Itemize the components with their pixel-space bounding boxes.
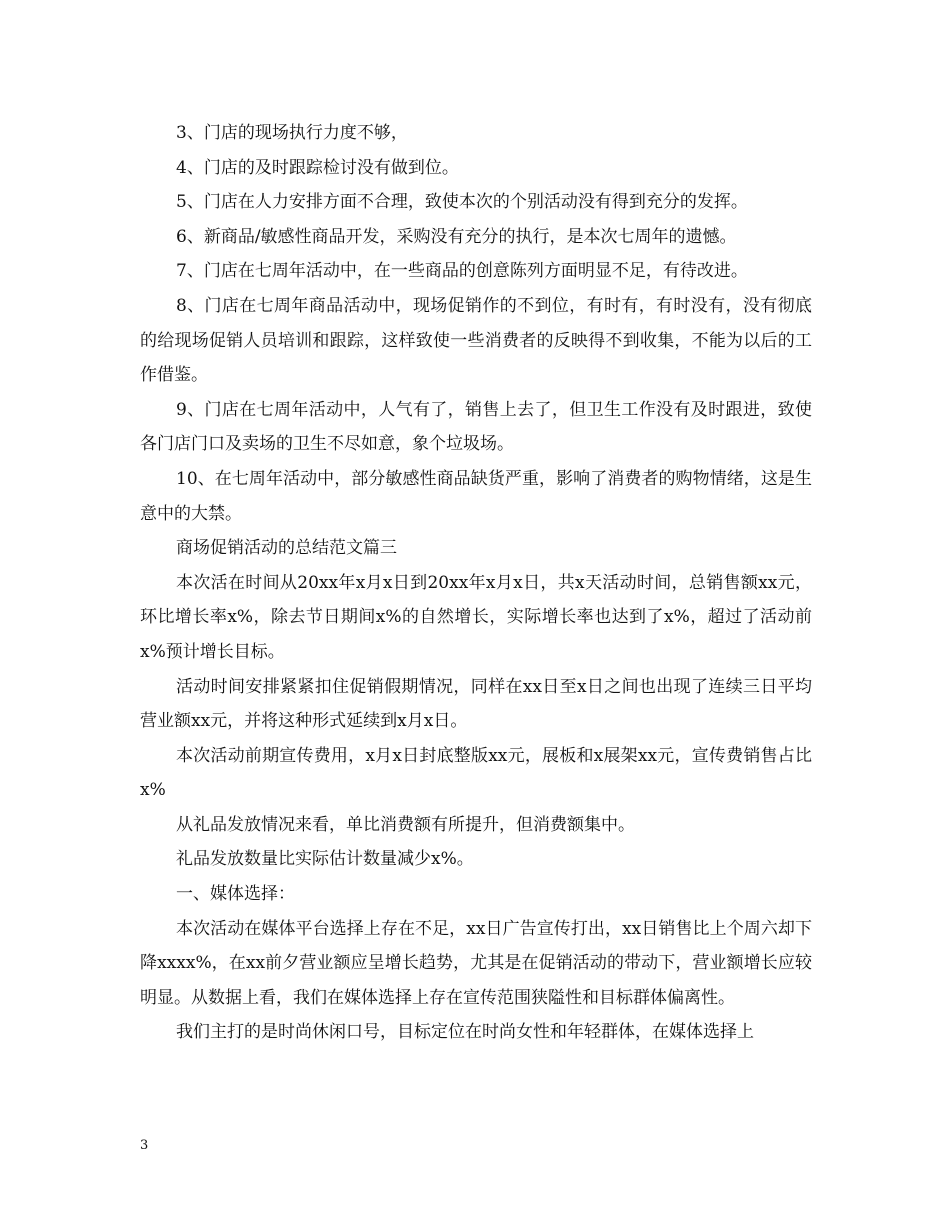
paragraph: 5、门店在人力安排方面不合理，致使本次的个别活动没有得到充分的发挥。	[176, 192, 748, 213]
paragraph: 本次活动在媒体平台选择上存在不足，xx日广告宣传打出，xx日销售比上个周六却下降xxxx%，在xx前夕营业额应呈增长趋势，尤其是在促销活动的带动下，营业额增长应较明显。从数据上看，我们在媒体选择上存在宣传范围狭隘性和目标群体偏离性。	[140, 918, 812, 1008]
paragraph: 活动时间安排紧紧扣住促销假期情况，同样在xx日至x日之间也出现了连续三日平均营业额xx元，并将这种形式延续到x月x日。	[140, 676, 812, 732]
paragraph: 本次活动前期宣传费用，x月x日封底整版xx元，展板和x展架xx元，宣传费销售占比x%	[140, 745, 812, 801]
paragraph: 7、门店在七周年活动中，在一些商品的创意陈列方面明显不足，有待改进。	[176, 261, 748, 282]
paragraph: 8、门店在七周年商品活动中，现场促销作的不到位，有时有，有时没有，没有彻底的给现场促销人员培训和跟踪，这样致使一些消费者的反映得不到收集，不能为以后的工作借鉴。	[140, 295, 812, 386]
paragraph: 我们主打的是时尚休闲口号，目标定位在时尚女性和年轻群体，在媒体选择上	[176, 1022, 754, 1043]
subheading: 一、媒体选择：	[176, 884, 295, 905]
body-text	[140, 116, 812, 1050]
section-heading: 商场促销活动的总结范文篇三	[176, 538, 397, 559]
paragraph: 10、在七周年活动中，部分敏感性商品缺货严重，影响了消费者的购物情绪，这是生意中的大禁。	[140, 468, 812, 524]
page-number: 3	[140, 1138, 149, 1153]
paragraph: 从礼品发放情况来看，单比消费额有所提升，但消费额集中。	[176, 814, 635, 835]
paragraph: 9、门店在七周年活动中，人气有了，销售上去了，但卫生工作没有及时跟进，致使各门店门口及卖场的卫生不尽如意，象个垃圾场。	[140, 399, 812, 455]
paragraph: 6、新商品/敏感性商品开发，采购没有充分的执行，是本次七周年的遗憾。	[176, 226, 737, 247]
paragraph: 本次活在时间从20xx年x月x日到20xx年x月x日，共x天活动时间，总销售额xx元，环比增长率x%，除去节日期间x%的自然增长，实际增长率也达到了x%，超过了活动前x%预计增长目标。	[140, 572, 812, 662]
paragraph: 4、门店的及时跟踪检讨没有做到位。	[176, 157, 459, 178]
paragraph: 礼品发放数量比实际估计数量减少x%。	[176, 849, 474, 870]
paragraph: 3、门店的现场执行力度不够，	[176, 123, 408, 143]
